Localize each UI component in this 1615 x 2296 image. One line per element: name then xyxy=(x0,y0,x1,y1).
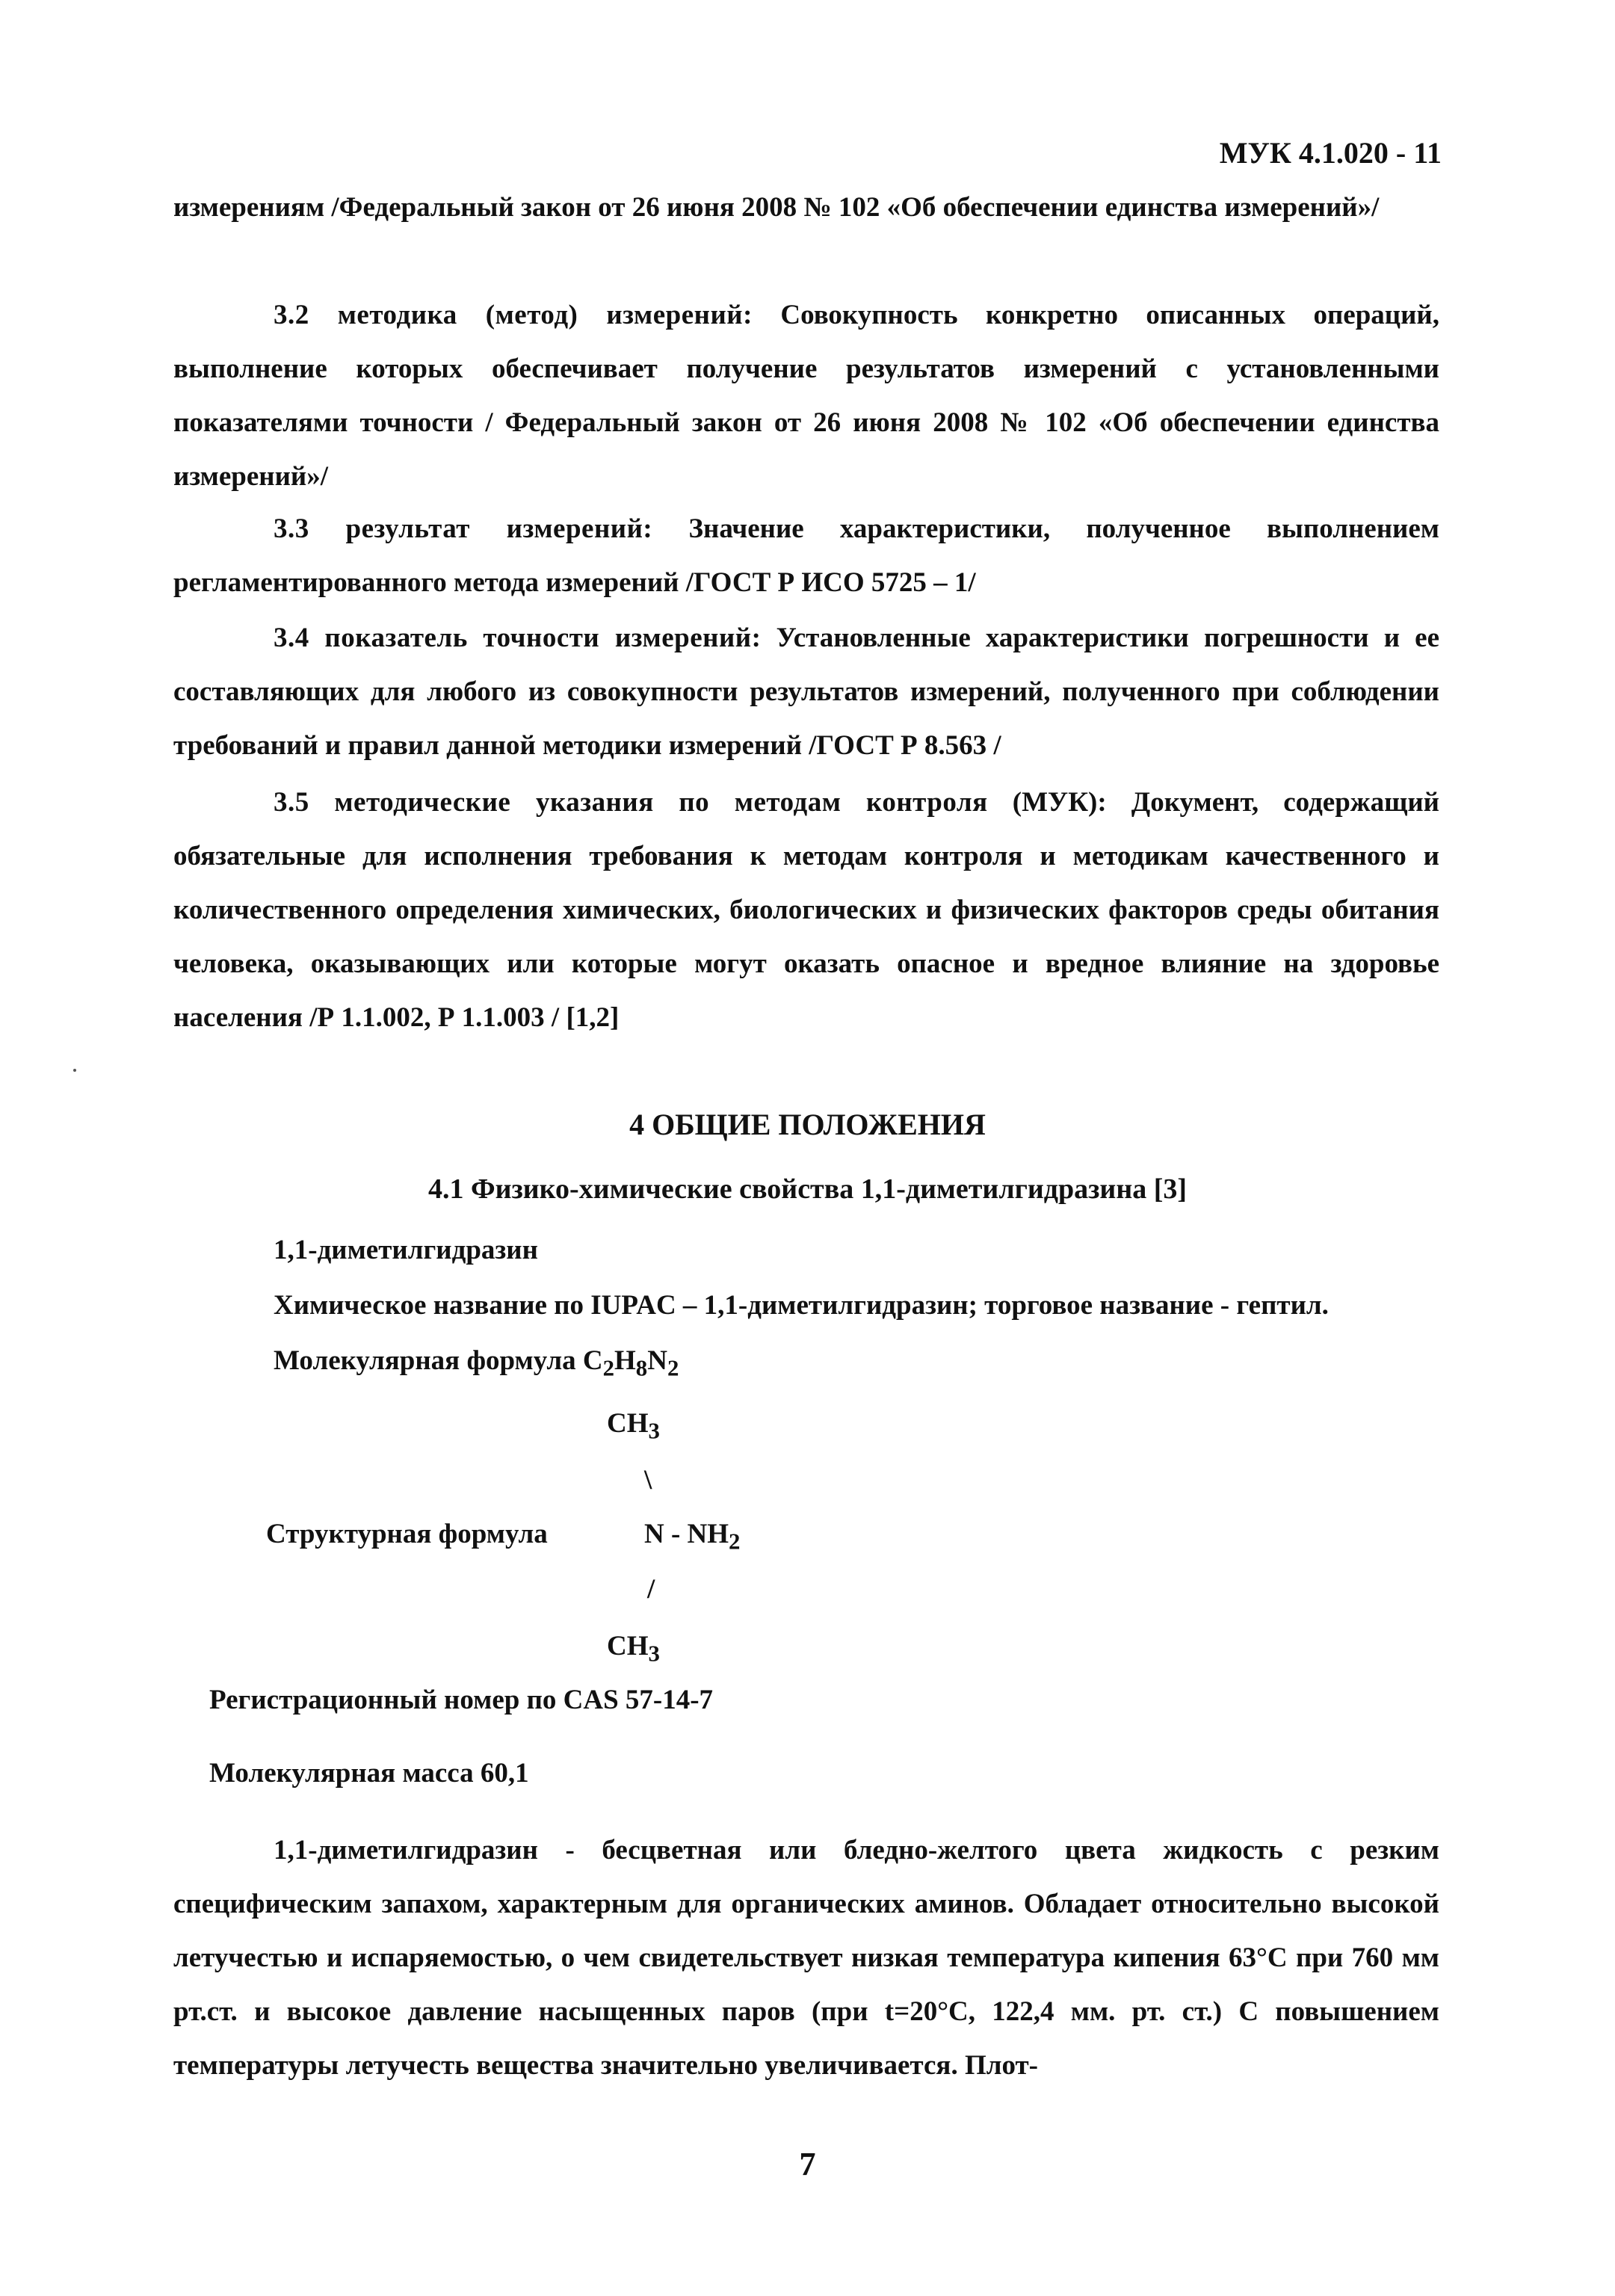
paragraph-3-2 xyxy=(173,288,1439,504)
document-code: МУК 4.1.020 - 11 xyxy=(1219,136,1442,170)
definition-3-5: (МУК): Документ, содержащий обязательные для исполнения требования к методам контроля и методикам качественного и количественного определения химических, биологических и физических факторов среды обитания человека, оказывающих или которые могут оказать опасное и вредное влияние на здоровье населения /Р 1.1.002, Р 1.1.003 / [1,2] xyxy=(173,787,1439,1033)
molecular-mass: Молекулярная масса 60,1 xyxy=(209,1758,529,1789)
structure-ch3-bottom xyxy=(607,1629,660,1668)
structure-subscript: 3 xyxy=(648,1418,660,1444)
subsection-title: 4.1 Физико-химические свойства 1,1-диметилгидразина [3] xyxy=(427,1173,1188,1205)
cas-number: Регистрационный номер по CAS 57-14-7 xyxy=(209,1685,714,1715)
structure-bond-backslash: \ xyxy=(644,1465,652,1496)
paragraph-continuation xyxy=(173,181,1439,235)
paragraph-3-5 xyxy=(173,776,1439,1045)
formula-subscript: 2 xyxy=(602,1355,614,1381)
formula-subscript: 8 xyxy=(635,1355,648,1381)
formula-subscript: 2 xyxy=(667,1355,679,1381)
structure-subscript: 2 xyxy=(729,1528,741,1555)
formula-letter: N xyxy=(647,1345,667,1376)
page-number: 7 xyxy=(799,2146,816,2182)
section-title: 4 ОБЩИЕ ПОЛОЖЕНИЯ xyxy=(629,1108,986,1141)
substance-name: 1,1-диметилгидразин xyxy=(274,1235,538,1265)
definition-3-4: Установленные характеристики погрешности и ее составляющих для любого из совокупности результатов измерений, полученного при соблюдении требований и правил данной методики измерений /ГОСТ Р 8.563 / xyxy=(173,623,1439,761)
margin-dot xyxy=(73,1069,76,1072)
structure-center xyxy=(644,1517,740,1556)
structure-ch3-top xyxy=(607,1407,660,1445)
iupac-name: Химическое название по IUPAC – 1,1-диметилгидразин; торговое название - гептил. xyxy=(274,1290,1329,1321)
term-3-3: 3.3 результат измерений: xyxy=(274,513,653,544)
definition-3-2: Совокупность конкретно описанных операций, выполнение которых обеспечивает получение результатов измерений с установленными показателями точности / Федеральный закон от 26 июня 2008 № 102 «Об обеспечении единства измерений»/ xyxy=(173,300,1439,492)
term-3-4: 3.4 показатель точности измерений: xyxy=(274,623,762,653)
structure-group: N - NH xyxy=(644,1519,729,1549)
structure-group: CH xyxy=(607,1631,649,1661)
description-text: 1,1-диметилгидразин - бесцветная или бледно-желтого цвета жидкость с резким специфическим запахом, характерным для органических аминов. Обладает относительно высокой летучестью и испаряемостью, о чем свидетельствует низкая температура кипения 63°С при 760 мм рт.ст. и высокое давление насыщенных паров (при t=20°С, 122,4 мм. рт. ст.) С повышением температуры летучесть вещества значительно увеличивается. Плот- xyxy=(173,1835,1439,2081)
formula-letter: H xyxy=(614,1345,636,1376)
substance-description xyxy=(173,1824,1439,2093)
structure-group: CH xyxy=(607,1408,649,1439)
definition-3-3: Значение характеристики, полученное выполнением регламентированного метода измерений /ГОСТ Р ИСО 5725 – 1/ xyxy=(173,513,1439,598)
term-3-5: 3.5 методические указания по методам контроля xyxy=(274,787,988,818)
paragraph-text: измерениям /Федеральный закон от 26 июня 2008 № 102 «Об обеспечении единства измерений»/ xyxy=(173,192,1380,223)
paragraph-3-3 xyxy=(173,502,1439,610)
structure-subscript: 3 xyxy=(648,1641,660,1667)
molecular-formula xyxy=(274,1344,679,1383)
term-3-2: 3.2 методика (метод) измерений: xyxy=(274,300,753,330)
formula-label: Молекулярная формула C xyxy=(274,1345,603,1376)
paragraph-3-4 xyxy=(173,611,1439,773)
structure-label: Структурная формула xyxy=(266,1519,548,1549)
structure-bond-slash: / xyxy=(647,1574,655,1605)
